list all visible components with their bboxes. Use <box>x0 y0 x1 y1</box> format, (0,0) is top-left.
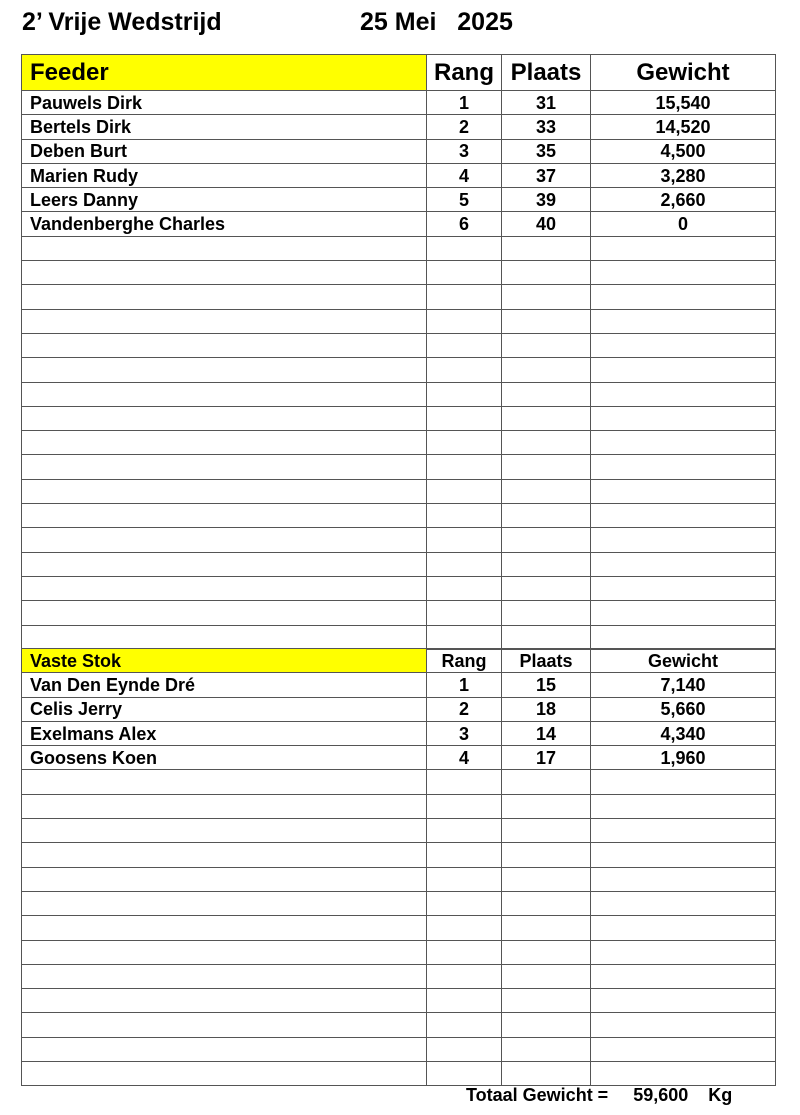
empty-cell <box>502 916 591 940</box>
page-title <box>22 8 513 37</box>
empty-row <box>22 964 776 988</box>
empty-cell <box>591 891 776 915</box>
empty-cell <box>22 333 427 357</box>
cell-name: Exelmans Alex <box>22 721 427 745</box>
table-row <box>22 212 776 236</box>
empty-cell <box>427 940 502 964</box>
empty-cell <box>502 770 591 794</box>
cell-name: Vandenberghe Charles <box>22 212 427 236</box>
cell-rang: 5 <box>427 188 502 212</box>
column-header-rang: Rang <box>427 55 502 91</box>
cell-rang: 3 <box>427 721 502 745</box>
empty-cell <box>591 382 776 406</box>
empty-cell <box>22 625 427 649</box>
cell-plaats: 15 <box>502 673 591 697</box>
feeder-section-label: Feeder <box>22 55 427 91</box>
empty-cell <box>502 504 591 528</box>
empty-cell <box>502 940 591 964</box>
empty-cell <box>22 504 427 528</box>
empty-cell <box>591 940 776 964</box>
empty-cell <box>427 770 502 794</box>
vaste-stok-header-row <box>22 649 776 673</box>
column-header-plaats: Plaats <box>502 55 591 91</box>
cell-gewicht: 5,660 <box>591 697 776 721</box>
cell-plaats: 39 <box>502 188 591 212</box>
table-row <box>22 721 776 745</box>
empty-cell <box>22 528 427 552</box>
empty-cell <box>22 964 427 988</box>
cell-name: Van Den Eynde Dré <box>22 673 427 697</box>
column-header-gewicht: Gewicht <box>591 649 776 673</box>
cell-gewicht: 1,960 <box>591 746 776 770</box>
empty-cell <box>22 1013 427 1037</box>
cell-gewicht: 4,340 <box>591 721 776 745</box>
cell-gewicht: 14,520 <box>591 115 776 139</box>
empty-cell <box>591 479 776 503</box>
empty-row <box>22 625 776 649</box>
empty-cell <box>22 406 427 430</box>
empty-cell <box>427 333 502 357</box>
empty-cell <box>427 236 502 260</box>
cell-plaats: 40 <box>502 212 591 236</box>
empty-cell <box>22 601 427 625</box>
empty-cell <box>591 867 776 891</box>
empty-cell <box>427 794 502 818</box>
empty-cell <box>591 455 776 479</box>
empty-cell <box>502 891 591 915</box>
cell-plaats: 37 <box>502 163 591 187</box>
cell-name: Goosens Koen <box>22 746 427 770</box>
empty-cell <box>427 576 502 600</box>
empty-cell <box>22 576 427 600</box>
vaste-stok-section-label: Vaste Stok <box>22 649 427 673</box>
empty-cell <box>502 552 591 576</box>
empty-cell <box>591 601 776 625</box>
column-header-plaats: Plaats <box>502 649 591 673</box>
empty-cell <box>591 625 776 649</box>
cell-rang: 6 <box>427 212 502 236</box>
empty-cell <box>591 843 776 867</box>
empty-cell <box>591 236 776 260</box>
cell-rang: 4 <box>427 163 502 187</box>
cell-gewicht: 2,660 <box>591 188 776 212</box>
cell-plaats: 35 <box>502 139 591 163</box>
cell-gewicht: 3,280 <box>591 163 776 187</box>
empty-cell <box>22 819 427 843</box>
empty-cell <box>427 528 502 552</box>
total-label: Totaal Gewicht = <box>466 1085 609 1105</box>
empty-cell <box>502 309 591 333</box>
empty-cell <box>591 964 776 988</box>
empty-cell <box>591 819 776 843</box>
table-row <box>22 697 776 721</box>
empty-cell <box>22 382 427 406</box>
empty-row <box>22 794 776 818</box>
empty-cell <box>502 261 591 285</box>
table-row <box>22 673 776 697</box>
feeder-header-row <box>22 55 776 91</box>
empty-cell <box>502 1037 591 1061</box>
empty-cell <box>591 989 776 1013</box>
empty-cell <box>591 1062 776 1086</box>
column-header-rang: Rang <box>427 649 502 673</box>
cell-gewicht: 4,500 <box>591 139 776 163</box>
empty-row <box>22 843 776 867</box>
empty-cell <box>427 843 502 867</box>
empty-cell <box>22 479 427 503</box>
empty-cell <box>22 552 427 576</box>
empty-cell <box>502 819 591 843</box>
empty-cell <box>427 431 502 455</box>
table-row <box>22 746 776 770</box>
cell-name: Leers Danny <box>22 188 427 212</box>
empty-cell <box>591 794 776 818</box>
empty-row <box>22 406 776 430</box>
empty-cell <box>591 333 776 357</box>
empty-row <box>22 1037 776 1061</box>
empty-cell <box>502 1062 591 1086</box>
vaste-stok-table <box>21 648 776 1086</box>
empty-cell <box>502 285 591 309</box>
empty-cell <box>22 891 427 915</box>
empty-row <box>22 236 776 260</box>
empty-cell <box>22 285 427 309</box>
empty-row <box>22 261 776 285</box>
table-row <box>22 163 776 187</box>
empty-row <box>22 309 776 333</box>
cell-gewicht: 15,540 <box>591 91 776 115</box>
empty-cell <box>22 940 427 964</box>
cell-name: Bertels Dirk <box>22 115 427 139</box>
empty-cell <box>502 236 591 260</box>
empty-cell <box>22 358 427 382</box>
empty-cell <box>591 576 776 600</box>
cell-name: Pauwels Dirk <box>22 91 427 115</box>
empty-row <box>22 1062 776 1086</box>
total-value: 59,600 <box>633 1085 689 1105</box>
empty-row <box>22 770 776 794</box>
cell-rang: 2 <box>427 697 502 721</box>
empty-row <box>22 455 776 479</box>
empty-cell <box>502 333 591 357</box>
empty-cell <box>22 916 427 940</box>
empty-cell <box>591 406 776 430</box>
cell-rang: 1 <box>427 673 502 697</box>
empty-cell <box>22 867 427 891</box>
empty-row <box>22 333 776 357</box>
empty-row <box>22 940 776 964</box>
empty-cell <box>427 479 502 503</box>
empty-cell <box>22 261 427 285</box>
empty-cell <box>427 891 502 915</box>
cell-rang: 2 <box>427 115 502 139</box>
empty-row <box>22 601 776 625</box>
empty-row <box>22 358 776 382</box>
empty-cell <box>502 964 591 988</box>
empty-cell <box>502 867 591 891</box>
empty-cell <box>502 794 591 818</box>
empty-row <box>22 819 776 843</box>
empty-cell <box>427 358 502 382</box>
empty-row <box>22 1013 776 1037</box>
empty-cell <box>591 770 776 794</box>
empty-cell <box>502 406 591 430</box>
empty-row <box>22 285 776 309</box>
empty-cell <box>591 309 776 333</box>
empty-cell <box>502 431 591 455</box>
empty-cell <box>22 1062 427 1086</box>
cell-plaats: 31 <box>502 91 591 115</box>
empty-cell <box>22 455 427 479</box>
empty-cell <box>22 770 427 794</box>
empty-row <box>22 382 776 406</box>
column-header-gewicht: Gewicht <box>591 55 776 91</box>
empty-cell <box>22 1037 427 1061</box>
empty-cell <box>502 528 591 552</box>
empty-cell <box>591 1037 776 1061</box>
match-date: 25 Mei 2025 <box>360 8 513 36</box>
empty-row <box>22 916 776 940</box>
empty-cell <box>502 1013 591 1037</box>
empty-row <box>22 891 776 915</box>
empty-cell <box>427 309 502 333</box>
empty-cell <box>427 261 502 285</box>
total-unit: Kg <box>708 1085 733 1105</box>
empty-cell <box>22 309 427 333</box>
empty-cell <box>591 1013 776 1037</box>
table-row <box>22 91 776 115</box>
empty-row <box>22 479 776 503</box>
table-row <box>22 115 776 139</box>
empty-cell <box>591 528 776 552</box>
total-weight <box>466 1085 732 1106</box>
empty-cell <box>427 504 502 528</box>
empty-cell <box>427 285 502 309</box>
empty-row <box>22 989 776 1013</box>
table-row <box>22 188 776 212</box>
empty-row <box>22 867 776 891</box>
empty-row <box>22 576 776 600</box>
empty-cell <box>591 358 776 382</box>
cell-name: Marien Rudy <box>22 163 427 187</box>
cell-plaats: 17 <box>502 746 591 770</box>
empty-cell <box>591 285 776 309</box>
cell-name: Celis Jerry <box>22 697 427 721</box>
empty-cell <box>22 236 427 260</box>
empty-row <box>22 552 776 576</box>
empty-cell <box>591 431 776 455</box>
cell-gewicht: 7,140 <box>591 673 776 697</box>
empty-cell <box>591 916 776 940</box>
empty-row <box>22 431 776 455</box>
cell-plaats: 14 <box>502 721 591 745</box>
empty-cell <box>427 964 502 988</box>
empty-cell <box>502 576 591 600</box>
empty-cell <box>427 1062 502 1086</box>
empty-cell <box>427 455 502 479</box>
empty-cell <box>22 843 427 867</box>
table-row <box>22 139 776 163</box>
cell-rang: 4 <box>427 746 502 770</box>
feeder-table <box>21 54 776 650</box>
empty-cell <box>427 867 502 891</box>
empty-cell <box>427 406 502 430</box>
cell-name: Deben Burt <box>22 139 427 163</box>
empty-cell <box>427 382 502 406</box>
empty-cell <box>427 989 502 1013</box>
empty-cell <box>502 601 591 625</box>
cell-rang: 3 <box>427 139 502 163</box>
empty-cell <box>22 989 427 1013</box>
empty-cell <box>502 382 591 406</box>
empty-cell <box>427 916 502 940</box>
empty-cell <box>427 1013 502 1037</box>
empty-cell <box>502 843 591 867</box>
empty-cell <box>22 794 427 818</box>
empty-cell <box>427 601 502 625</box>
empty-cell <box>427 625 502 649</box>
empty-cell <box>427 552 502 576</box>
empty-row <box>22 504 776 528</box>
empty-cell <box>427 1037 502 1061</box>
cell-rang: 1 <box>427 91 502 115</box>
empty-cell <box>502 625 591 649</box>
empty-cell <box>591 261 776 285</box>
empty-cell <box>502 479 591 503</box>
empty-cell <box>427 819 502 843</box>
empty-cell <box>502 358 591 382</box>
title-text: 2’ Vrije Wedstrijd <box>22 8 222 36</box>
cell-gewicht: 0 <box>591 212 776 236</box>
empty-cell <box>22 431 427 455</box>
empty-row <box>22 528 776 552</box>
empty-cell <box>502 455 591 479</box>
cell-plaats: 18 <box>502 697 591 721</box>
cell-plaats: 33 <box>502 115 591 139</box>
empty-cell <box>502 989 591 1013</box>
empty-cell <box>591 504 776 528</box>
empty-cell <box>591 552 776 576</box>
